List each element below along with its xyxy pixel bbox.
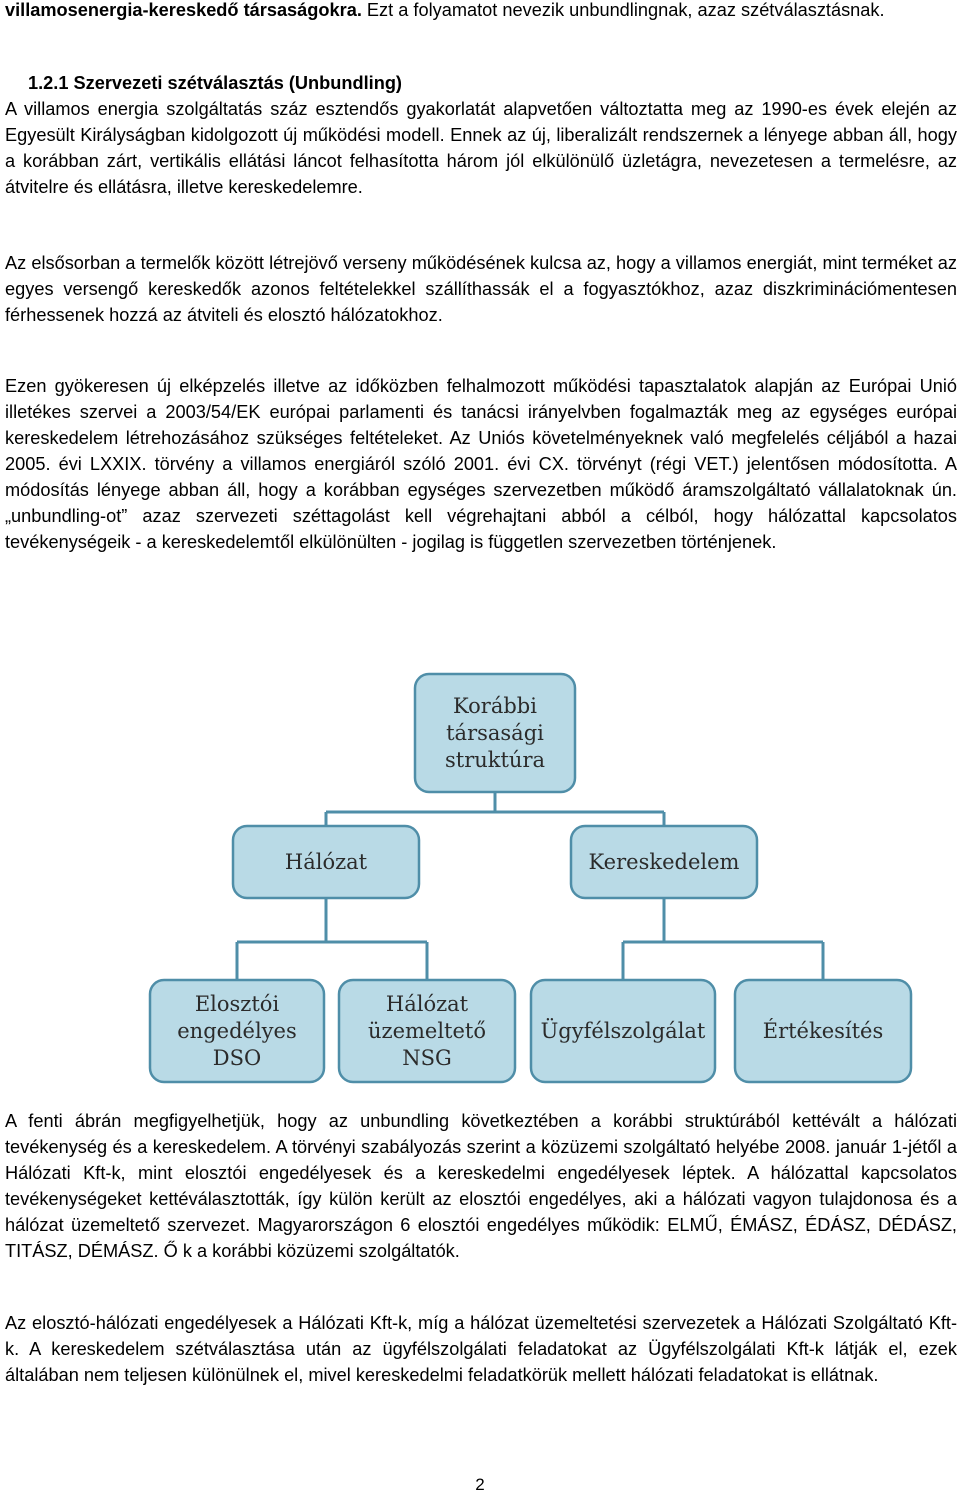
node-ertekesites-label-line: Értékesítés <box>762 1019 884 1043</box>
node-ugyfelszolgalat-label-line: Ügyfélszolgálat <box>540 1019 706 1043</box>
node-kereskedelem <box>571 826 757 898</box>
paragraph-2: Az elsősorban a termelők között létrejövő verseny működésének kulcsa az, hogy a villamos energiát, mint terméket az egyes versengő kereskedők azonos feltételekkel szállíthassák el a fogyasztókhoz, azaz diszkriminációmentesen férhessenek hozzá az átviteli és elosztó hálózatokhoz. <box>5 253 957 325</box>
node-halozat-label-line: Hálózat <box>284 850 368 874</box>
node-elosztoi-engedelyes <box>150 980 324 1082</box>
paragraph-4: A fenti ábrán megfigyelhetjük, hogy az unbundling következtében a korábbi struktúrából kettévált a hálózati tevékenység és a kereskedelem. A törvényi szabályozás szerint a közüzemi szolgáltató helyébe 2008. január 1-jétől a Hálózati Kft-k, mint elosztói engedélyesek és a kereskedelmi engedélyesek léptek. A hálózattal kapcsolatos tevékenységeket kettéválasztották, így külön került az elosztói engedélyes, aki a hálózati vagyon tulajdonosa és a hálózat üzemeltető szervezet. Magyarországon 6 elosztói engedélyes működik: ELMŰ, ÉMÁSZ, ÉDÁSZ, DÉDÁSZ, TITÁSZ, DÉMÁSZ. Ő k a korábbi közüzemi szolgáltatók. <box>5 1111 957 1261</box>
section-title: Szervezeti szétválasztás (Unbundling) <box>73 73 402 93</box>
node-elosztoi-engedelyes-label-line: Elosztói <box>194 992 280 1016</box>
node-elosztoi-engedelyes-label-line: DSO <box>212 1046 262 1070</box>
paragraph-3: Ezen gyökeresen új elképzelés illetve az időközben felhalmozott működési tapasztalatok alapján az Európai Unió illetékes szervei a 2003/54/EK európai parlamenti és tanácsi irányelvben fogalmazták meg az egységes európai kereskedelem létrehozásához szükséges feltételeket. Az Uniós követelményeknek való megfelelés céljából a hazai 2005. évi LXXIX. törvény a villamos energiáról szóló 2001. évi CX. törvényt (régi VET.) jelentősen módosította. A módosítás lényege abban áll, hogy a korábban egységes szervezetben működő áramszolgáltató vállalatoknak ún. „unbundling-ot” azaz szervezeti széttagolást kell végrehajtani abból a célból, hogy hálózattal kapcsolatos tevékenységeik - a kereskedelemtől elkülönülten - jogilag is független szervezetben történjenek. <box>5 376 957 552</box>
node-root-korabbi-struktura-label-line: társasági <box>446 721 544 745</box>
node-halozat-uzemelteto-label-line: üzemeltető <box>367 1019 487 1043</box>
node-halozat-uzemelteto-label-line: NSG <box>402 1046 452 1070</box>
paragraph-5: Az elosztó-hálózati engedélyesek a Hálózati Kft-k, míg a hálózat üzemeltetési szervezetek a Hálózati Szolgáltató Kft-k. A kereskedelem szétválasztása után az ügyfélszolgálati feladatokat az Ügyfélszolgálati Kft-k látják el, ezek általában nem teljesen különülnek el, mivel kereskedelmi feladatkörük mellett hálózati feladatokat is ellátnak. <box>5 1313 957 1385</box>
diagram-nodes <box>150 674 911 1082</box>
node-root-korabbi-struktura <box>415 674 575 792</box>
section-heading <box>5 70 402 96</box>
node-root-korabbi-struktura-label-line: struktúra <box>444 748 546 772</box>
unbundling-structure-diagram <box>0 660 960 1100</box>
node-halozat-uzemelteto-label-line: Hálózat <box>385 992 469 1016</box>
intro-bold-text: villamosenergia-kereskedő társaságokra. <box>5 0 362 20</box>
paragraph-1: A villamos energia szolgáltatás száz esztendős gyakorlatát alapvetően változtatta meg az 1990-es évek elején az Egyesült Királyságban kidolgozott új működési modell. Ennek az új, liberalizált rendszernek a lényege abban áll, hogy a korábban zárt, vertikális ellátási láncot felhasította három jól elkülönülő üzletágra, nevezetesen a termelésre, az átvitelre és ellátásra, illetve kereskedelemre. <box>5 99 957 197</box>
section-number: 1.2.1 <box>28 73 69 93</box>
node-ugyfelszolgalat <box>531 980 715 1082</box>
node-kereskedelem-label-line: Kereskedelem <box>588 850 740 874</box>
node-ertekesites <box>735 980 911 1082</box>
page-number: 2 <box>475 1475 485 1494</box>
node-halozat <box>233 826 419 898</box>
intro-paragraph <box>5 0 957 23</box>
node-halozat-uzemelteto <box>339 980 515 1082</box>
node-elosztoi-engedelyes-label-line: engedélyes <box>177 1019 297 1043</box>
node-root-korabbi-struktura-label-line: Korábbi <box>453 694 537 718</box>
intro-rest-text: Ezt a folyamatot nevezik unbundlingnak, azaz szétválasztásnak. <box>361 0 885 20</box>
